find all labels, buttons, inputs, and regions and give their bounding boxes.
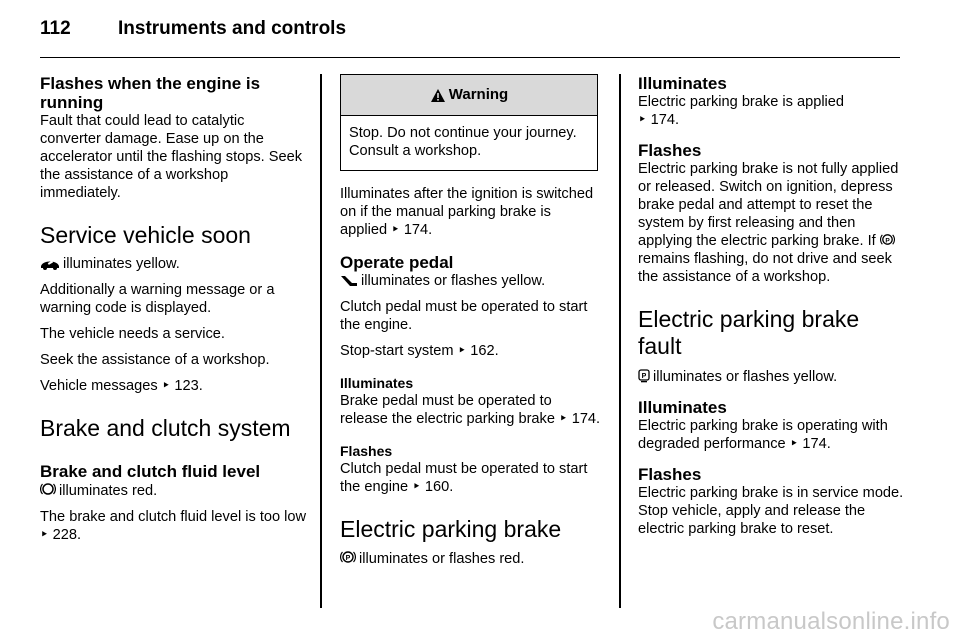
stop-start-text: Stop-start system [340, 343, 454, 359]
ref-arrow-icon: ‣ [457, 343, 467, 359]
pedal-text-1: Clutch pedal must be operated to start the engine. [340, 299, 588, 333]
svg-text:P: P [641, 373, 647, 380]
ignition-text: Illuminates after the ignition is switched on if the manual parking brake is applied [340, 186, 594, 238]
vehicle-messages-ref[interactable]: 123. [174, 378, 203, 394]
page-header-title: Instruments and controls [118, 18, 347, 39]
epb-applied-text [638, 93, 908, 129]
stop-start-ref[interactable]: 162. [470, 343, 499, 359]
engine-flash-heading: Flashes when the engine is running [40, 74, 261, 112]
pedal-illuminates-desc [340, 392, 602, 428]
warning-body: Stop. Do not continue your journey. Consult a workshop. [349, 125, 577, 159]
epb-flashes-text-b: remains flashing, do not drive and seek the assistance of a workshop. [638, 251, 892, 285]
epb-fault-illuminates-label: illuminates or flashes yellow. [653, 369, 838, 385]
pedal-flashes-desc [340, 460, 602, 496]
epb-flashes-text [638, 160, 908, 286]
degraded-text: Electric parking brake is operating with degraded performance [638, 418, 888, 452]
warning-triangle-icon [430, 88, 446, 103]
pedal-icon [340, 275, 358, 287]
svg-text:P: P [345, 555, 351, 562]
parking-brake-icon [340, 549, 356, 565]
fluid-ref[interactable]: 228. [52, 527, 82, 543]
brake-pedal-ref[interactable]: 174. [571, 411, 601, 427]
page-header [40, 18, 900, 58]
service-illuminates-text [40, 255, 308, 273]
ref-arrow-icon: ‣ [161, 378, 171, 394]
fluid-level-heading: Brake and clutch fluid level [40, 462, 261, 481]
vehicle-messages-text: Vehicle messages [40, 378, 158, 394]
warning-box [340, 74, 598, 171]
fluid-illuminates-label: illuminates red. [59, 483, 158, 499]
service-illuminates-label: illuminates yellow. [63, 256, 180, 272]
service-text-2: The vehicle needs a service. [40, 326, 225, 342]
parking-brake-icon [880, 232, 895, 247]
column-2 [340, 74, 602, 568]
epb-illuminates-heading: Illuminates [638, 74, 727, 93]
service-text-4 [40, 377, 308, 395]
operate-pedal-heading: Operate pedal [340, 253, 454, 272]
epb-fault-heading: Electric parking brake fault [638, 306, 860, 359]
engine-flash-text: Fault that could lead to catalytic converter damage. Ease up on the accelerator until the flashing stops. Seek the assistance of a workshop immediately. [40, 113, 303, 201]
epb-applied-label: Electric parking brake is applied [638, 94, 845, 110]
epb-heading: Electric parking brake [340, 516, 562, 542]
ref-arrow-icon: ‣ [638, 112, 647, 128]
fluid-text [40, 508, 308, 544]
epb-fault-illuminates-text [638, 368, 908, 386]
clutch-pedal-text: Clutch pedal must be operated to start the engine [340, 461, 588, 495]
epb-flashes-text-a: Electric parking brake is not fully applied or released. Switch on ignition, depress brake pedal and attempt to reset the system by first releasing and then applying the electric parking brake. If [638, 161, 899, 249]
ref-arrow-icon: ‣ [412, 479, 421, 495]
brake-clutch-heading: Brake and clutch system [40, 415, 291, 441]
after-warning-text [340, 185, 602, 239]
fluid-illuminates-text [40, 481, 308, 500]
brake-fluid-icon [40, 481, 56, 497]
car-wrench-icon [40, 257, 60, 270]
fluid-low-text: The brake and clutch fluid level is too low [40, 509, 307, 525]
epb-applied-ref[interactable]: 174. [650, 112, 680, 128]
ref-arrow-icon: ‣ [40, 527, 49, 543]
service-vehicle-heading: Service vehicle soon [40, 222, 251, 248]
epb-illuminates-label: illuminates or flashes red. [359, 551, 525, 567]
fault-illuminates-text [638, 417, 908, 453]
column-3 [638, 74, 908, 538]
epb-flashes-heading: Flashes [638, 141, 702, 160]
ref-arrow-icon: ‣ [559, 411, 568, 427]
ref-arrow-icon: ‣ [789, 436, 799, 452]
warning-label: Warning [448, 86, 509, 103]
column-divider [619, 74, 621, 608]
pedal-text-2 [340, 342, 602, 360]
svg-text:P: P [885, 237, 890, 245]
degraded-ref[interactable]: 174. [802, 436, 831, 452]
column-1 [40, 74, 308, 544]
column-divider [320, 74, 322, 608]
fault-flashes-text: Electric parking brake is in service mode. Stop vehicle, apply and release the electric parking brake to reset. [638, 485, 904, 537]
page-number: 112 [40, 18, 71, 39]
service-text-1: Additionally a warning message or a warning code is displayed. [40, 282, 275, 316]
fault-illuminates-heading: Illuminates [638, 398, 727, 417]
epb-illuminates-text [340, 549, 602, 568]
ref-arrow-icon: ‣ [391, 222, 400, 238]
pedal-illuminates-label: illuminates or flashes yellow. [361, 273, 546, 289]
fault-flashes-heading: Flashes [638, 465, 702, 484]
warning-header [341, 75, 597, 116]
parking-brake-fault-icon [638, 369, 650, 383]
clutch-pedal-ref[interactable]: 160. [424, 479, 454, 495]
pedal-illuminates-heading: Illuminates [340, 375, 414, 391]
pedal-illuminates-text [340, 272, 602, 290]
brake-pedal-text: Brake pedal must be operated to release the electric parking brake [340, 393, 555, 427]
service-text-3: Seek the assistance of a workshop. [40, 352, 270, 368]
pedal-flashes-heading: Flashes [340, 443, 393, 459]
watermark: carmanualsonline.info [712, 608, 950, 635]
ignition-ref[interactable]: 174. [403, 222, 433, 238]
